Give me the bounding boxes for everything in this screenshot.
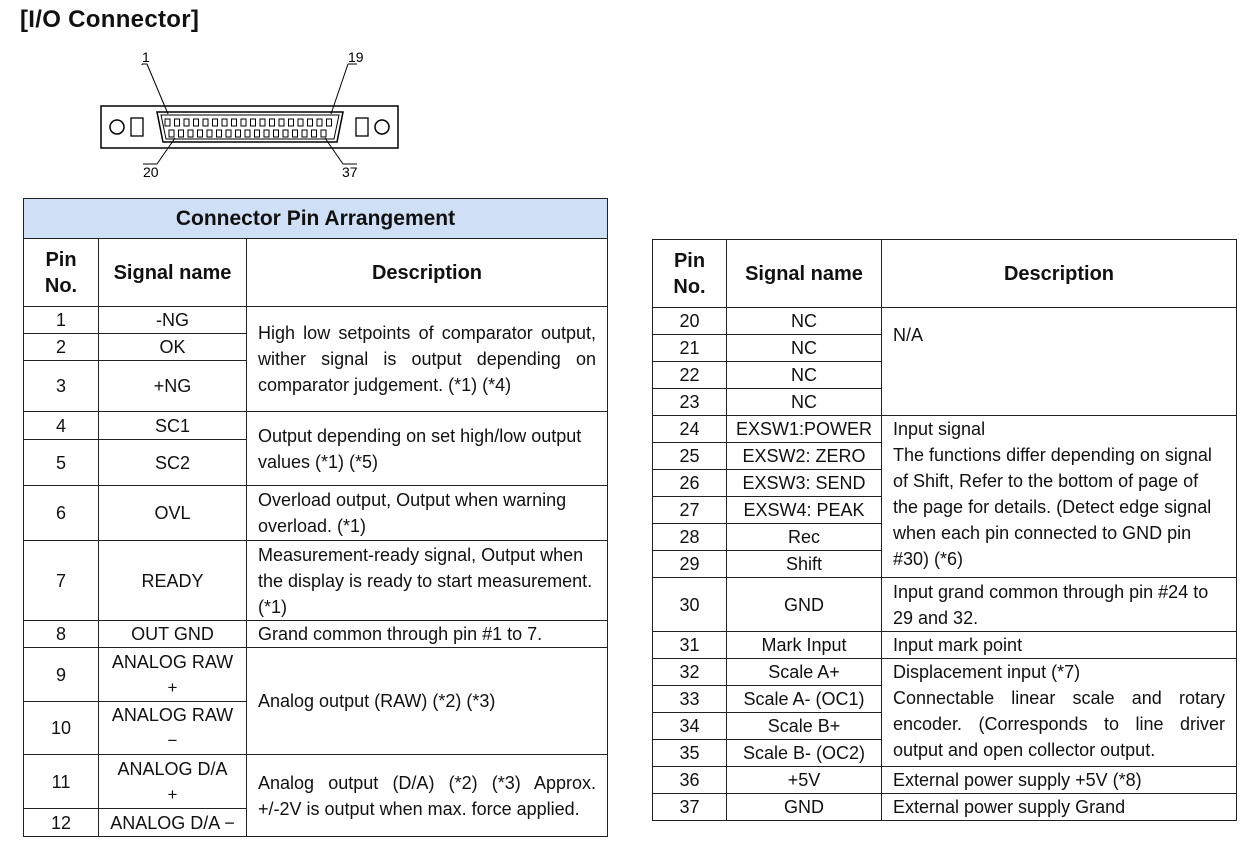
- signal-cell: EXSW3: SEND: [727, 470, 882, 497]
- signal-text: ANALOG RAW: [111, 651, 234, 672]
- description-cell: Measurement-ready signal, Output when the display is ready to start measurement. (*1): [247, 541, 608, 621]
- pin-cell: 7: [24, 541, 99, 621]
- pin-cell: 32: [653, 659, 727, 686]
- signal-cell: OVL: [99, 486, 247, 541]
- description-cell: Output depending on set high/low output values (*1) (*5): [247, 412, 608, 486]
- pin-cell: 27: [653, 497, 727, 524]
- connector-diagram: [95, 44, 415, 184]
- signal-cell: EXSW4: PEAK: [727, 497, 882, 524]
- description-cell: Grand common through pin #1 to 7.: [247, 621, 608, 648]
- description-cell: Analog output (D/A) (*2) (*3) Approx. +/-2V is output when max. force applied.: [247, 755, 608, 837]
- pin-cell: 34: [653, 713, 727, 740]
- signal-cell: Rec: [727, 524, 882, 551]
- description-cell: N/A: [882, 308, 1237, 416]
- signal-cell: GND: [727, 578, 882, 632]
- signal-cell: [99, 702, 247, 755]
- pin-cell: 5: [24, 440, 99, 486]
- signal-suffix: +: [167, 677, 178, 697]
- description-line: Input signal: [893, 419, 986, 439]
- pin-cell: 22: [653, 362, 727, 389]
- pin-cell: 20: [653, 308, 727, 335]
- pin-cell: 28: [653, 524, 727, 551]
- page-title: [I/O Connector]: [20, 6, 200, 33]
- signal-cell: OUT GND: [99, 621, 247, 648]
- pin-cell: 11: [24, 755, 99, 809]
- left-pin-table: [23, 198, 608, 837]
- right-pin-table: [652, 239, 1237, 821]
- signal-cell: EXSW1:POWER: [727, 416, 882, 443]
- header-signal-name: Signal name: [727, 240, 882, 308]
- signal-cell: Scale B- (OC2): [727, 740, 882, 767]
- signal-cell: ANALOG D/A −: [99, 809, 247, 837]
- table-caption: Connector Pin Arrangement: [24, 199, 608, 239]
- description-cell: Overload output, Output when warning overload. (*1): [247, 486, 608, 541]
- pin-cell: 37: [653, 794, 727, 821]
- header-description: Description: [882, 240, 1237, 308]
- signal-cell: Scale A+: [727, 659, 882, 686]
- pin-cell: 31: [653, 632, 727, 659]
- pin-cell: 26: [653, 470, 727, 497]
- pin-cell: 36: [653, 767, 727, 794]
- description-cell: Input grand common through pin #24 to 29 and 32.: [882, 578, 1237, 632]
- description-cell: External power supply +5V (*8): [882, 767, 1237, 794]
- pin-label-20: 20: [143, 164, 159, 180]
- description-cell: High low setpoints of comparator output, wither signal is output depending on comparator judgement. (*1) (*4): [247, 307, 608, 412]
- signal-cell: [99, 755, 247, 809]
- description-line: Displacement input (*7): [893, 662, 1081, 682]
- signal-cell: Scale B+: [727, 713, 882, 740]
- description-cell: Analog output (RAW) (*2) (*3): [247, 648, 608, 755]
- description-cell: External power supply Grand: [882, 794, 1237, 821]
- pin-label-19: 19: [348, 49, 364, 65]
- pin-cell: 21: [653, 335, 727, 362]
- signal-text: ANALOG D/A: [117, 758, 228, 779]
- signal-cell: READY: [99, 541, 247, 621]
- description-cell: [882, 659, 1237, 767]
- signal-suffix: +: [167, 784, 178, 804]
- header-pin-no: Pin No.: [653, 240, 727, 308]
- signal-cell: GND: [727, 794, 882, 821]
- pin-cell: 33: [653, 686, 727, 713]
- pin-cell: 29: [653, 551, 727, 578]
- signal-cell: Scale A- (OC1): [727, 686, 882, 713]
- header-signal-name: Signal name: [99, 239, 247, 307]
- pin-cell: 1: [24, 307, 99, 334]
- signal-cell: [99, 648, 247, 702]
- description-cell: [882, 416, 1237, 578]
- pin-cell: 2: [24, 334, 99, 361]
- signal-cell: +5V: [727, 767, 882, 794]
- signal-cell: Mark Input: [727, 632, 882, 659]
- signal-cell: Shift: [727, 551, 882, 578]
- signal-cell: NC: [727, 308, 882, 335]
- signal-cell: -NG: [99, 307, 247, 334]
- description-line: Connectable linear scale and rotary encoder. (Corresponds to line driver output and open collector output.: [893, 688, 1225, 760]
- description-line: The functions differ depending on signal of Shift, Refer to the bottom of page of the page for details. (Detect edge signal when each pin connected to GND pin #30) (*6): [893, 445, 1212, 569]
- pin-cell: 25: [653, 443, 727, 470]
- pin-cell: 9: [24, 648, 99, 702]
- pin-cell: 12: [24, 809, 99, 837]
- signal-cell: OK: [99, 334, 247, 361]
- pin-cell: 6: [24, 486, 99, 541]
- signal-cell: SC2: [99, 440, 247, 486]
- pin-cell: 30: [653, 578, 727, 632]
- pin-cell: 24: [653, 416, 727, 443]
- pin-cell: 23: [653, 389, 727, 416]
- signal-cell: NC: [727, 389, 882, 416]
- pin-cell: 10: [24, 702, 99, 755]
- signal-cell: EXSW2: ZERO: [727, 443, 882, 470]
- signal-cell: +NG: [99, 361, 247, 412]
- pin-cell: 35: [653, 740, 727, 767]
- pin-cell: 8: [24, 621, 99, 648]
- signal-suffix: −: [167, 731, 178, 750]
- signal-cell: SC1: [99, 412, 247, 440]
- header-pin-no: Pin No.: [24, 239, 99, 307]
- pin-label-1: 1: [142, 49, 150, 65]
- pin-cell: 3: [24, 361, 99, 412]
- signal-text: ANALOG RAW: [111, 705, 234, 725]
- pin-cell: 4: [24, 412, 99, 440]
- header-description: Description: [247, 239, 608, 307]
- signal-cell: NC: [727, 362, 882, 389]
- pin-label-37: 37: [342, 164, 358, 180]
- signal-cell: NC: [727, 335, 882, 362]
- description-cell: Input mark point: [882, 632, 1237, 659]
